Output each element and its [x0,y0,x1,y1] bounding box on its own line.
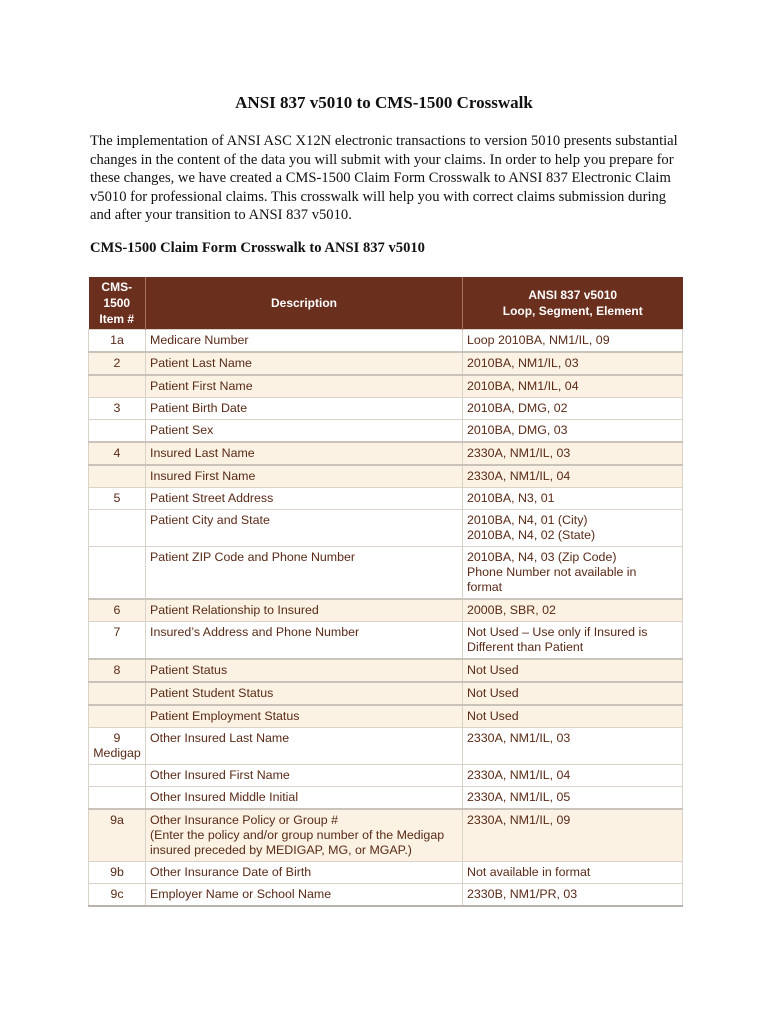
ansi-cell: Loop 2010BA, NM1/IL, 09 [463,330,683,353]
description-cell: Patient Street Address [146,488,463,510]
ansi-cell: 2010BA, N3, 01 [463,488,683,510]
item-cell [89,510,146,547]
intro-paragraph: The implementation of ANSI ASC X12N electronic transactions to version 5010 presents substantial changes in the content of the data you will submit with your claims. In order to help you prepare for these changes, we have created a CMS-1500 Claim Form Crosswalk to ANSI 837 Electronic Claim v5010 for professional claims. This crosswalk will help you with correct claims submission during and after your transition to ANSI 837 v5010. [90,133,678,224]
table-header [89,277,683,330]
item-cell [89,682,146,705]
ansi-cell: 2330A, NM1/IL, 05 [463,787,683,810]
ansi-cell: Not Used [463,659,683,682]
header-item-number: CMS- 1500 Item # [89,277,146,330]
item-cell [89,465,146,488]
table-row [89,547,683,600]
description-cell: Patient Birth Date [146,398,463,420]
table-row [89,330,683,353]
ansi-cell: 2000B, SBR, 02 [463,599,683,622]
description-cell: Patient Employment Status [146,705,463,728]
ansi-cell: 2010BA, N4, 03 (Zip Code) Phone Number not available in format [463,547,683,600]
description-cell: Other Insurance Policy or Group # (Enter the policy and/or group number of the Medigap insured preceded by MEDIGAP, MG, or MGAP.) [146,809,463,862]
table-row [89,398,683,420]
ansi-cell: 2330A, NM1/IL, 04 [463,465,683,488]
item-cell [89,547,146,600]
ansi-cell: Not Used [463,705,683,728]
table-row [89,728,683,765]
table-row [89,682,683,705]
table-row [89,420,683,443]
page-title: ANSI 837 v5010 to CMS-1500 Crosswalk [235,93,533,112]
header-description: Description [146,277,463,330]
table-row [89,510,683,547]
crosswalk-table-container [88,277,682,907]
description-cell: Insured’s Address and Phone Number [146,622,463,660]
ansi-cell: 2010BA, NM1/IL, 03 [463,352,683,375]
table-row [89,465,683,488]
table-row [89,488,683,510]
ansi-cell: 2010BA, NM1/IL, 04 [463,375,683,398]
item-cell: 9b [89,862,146,884]
ansi-cell: 2330A, NM1/IL, 03 [463,442,683,465]
description-cell: Patient ZIP Code and Phone Number [146,547,463,600]
item-cell [89,787,146,810]
table-row [89,862,683,884]
ansi-cell: 2010BA, DMG, 03 [463,420,683,443]
item-cell [89,375,146,398]
ansi-cell: 2330A, NM1/IL, 09 [463,809,683,862]
item-cell: 8 [89,659,146,682]
crosswalk-table [88,277,683,907]
description-cell: Other Insurance Date of Birth [146,862,463,884]
ansi-cell: Not available in format [463,862,683,884]
item-cell: 1a [89,330,146,353]
item-cell [89,705,146,728]
description-cell: Patient First Name [146,375,463,398]
description-cell: Medicare Number [146,330,463,353]
table-row [89,884,683,907]
table-row [89,442,683,465]
ansi-cell: 2330A, NM1/IL, 03 [463,728,683,765]
description-cell: Patient Status [146,659,463,682]
item-cell [89,420,146,443]
item-cell: 9c [89,884,146,907]
table-row [89,352,683,375]
table-body [89,330,683,907]
description-cell: Patient Student Status [146,682,463,705]
description-cell: Patient Relationship to Insured [146,599,463,622]
table-row [89,705,683,728]
ansi-cell: 2330B, NM1/PR, 03 [463,884,683,907]
table-row [89,599,683,622]
table-row [89,787,683,810]
table-row [89,809,683,862]
item-cell: 7 [89,622,146,660]
description-cell: Other Insured First Name [146,765,463,787]
ansi-cell: 2330A, NM1/IL, 04 [463,765,683,787]
ansi-cell: 2010BA, N4, 01 (City) 2010BA, N4, 02 (State) [463,510,683,547]
description-cell: Employer Name or School Name [146,884,463,907]
table-row [89,659,683,682]
description-cell: Other Insured Last Name [146,728,463,765]
table-row [89,622,683,660]
description-cell: Patient Sex [146,420,463,443]
description-cell: Other Insured Middle Initial [146,787,463,810]
table-row [89,375,683,398]
item-cell: 5 [89,488,146,510]
ansi-cell: 2010BA, DMG, 02 [463,398,683,420]
table-row [89,765,683,787]
description-cell: Insured First Name [146,465,463,488]
item-cell: 9 Medigap [89,728,146,765]
ansi-cell: Not Used [463,682,683,705]
description-cell: Patient City and State [146,510,463,547]
item-cell [89,765,146,787]
item-cell: 2 [89,352,146,375]
header-ansi-loop: ANSI 837 v5010 Loop, Segment, Element [463,277,683,330]
ansi-cell: Not Used – Use only if Insured is Different than Patient [463,622,683,660]
item-cell: 6 [89,599,146,622]
item-cell: 4 [89,442,146,465]
section-subtitle: CMS-1500 Claim Form Crosswalk to ANSI 837 v5010 [90,240,425,256]
description-cell: Patient Last Name [146,352,463,375]
description-cell: Insured Last Name [146,442,463,465]
item-cell: 9a [89,809,146,862]
item-cell: 3 [89,398,146,420]
